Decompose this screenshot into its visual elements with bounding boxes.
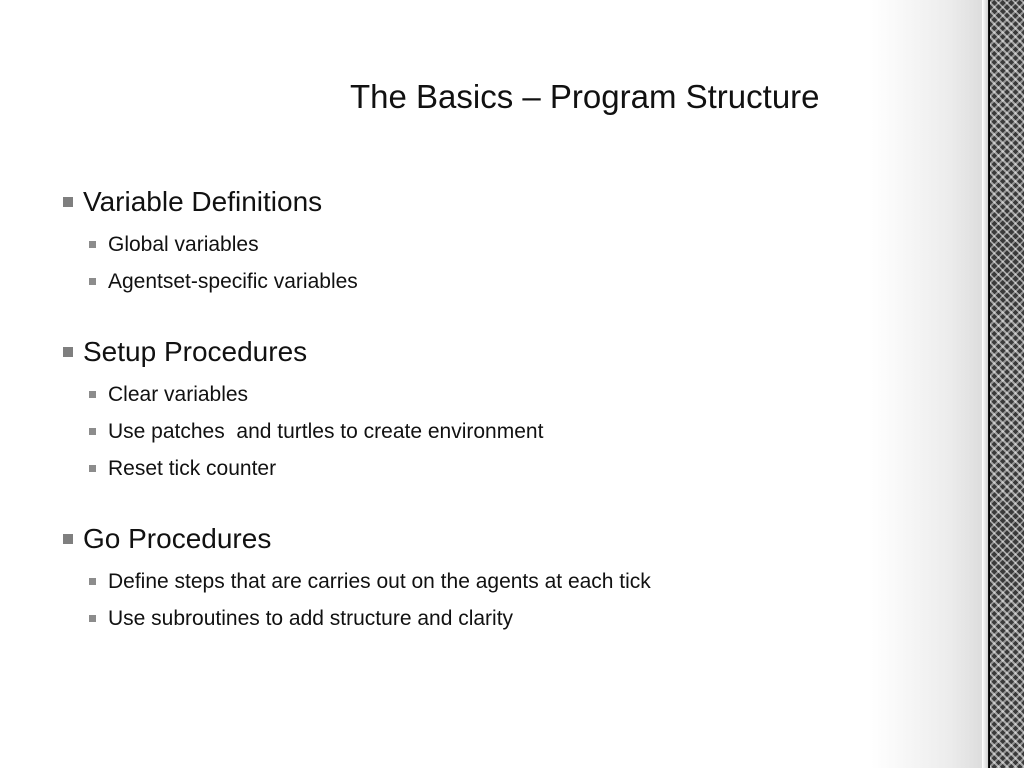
- bullet-text: Agentset-specific variables: [108, 269, 358, 293]
- level2-bullet: [60, 263, 960, 300]
- bullet-text: Define steps that are carries out on the agents at each tick: [108, 569, 651, 593]
- level2-bullet: [60, 600, 960, 637]
- level2-bullet: [60, 376, 960, 413]
- section-setup-procedures: [60, 330, 960, 487]
- slide-title: The Basics – Program Structure: [350, 78, 820, 115]
- bullet-list: [60, 180, 960, 667]
- level1-bullet: [60, 517, 960, 561]
- level2-bullet: [60, 563, 960, 600]
- decorative-side-strip: [988, 0, 1024, 768]
- square-bullet-icon: [89, 241, 96, 248]
- strip-edge: [982, 0, 989, 768]
- level2-bullet: [60, 450, 960, 487]
- square-bullet-icon: [89, 615, 96, 622]
- section-heading: Setup Procedures: [83, 336, 308, 367]
- section-heading: Variable Definitions: [83, 186, 323, 217]
- bullet-text: Global variables: [108, 232, 259, 256]
- bullet-text: Use subroutines to add structure and clarity: [108, 606, 514, 630]
- square-bullet-icon: [63, 197, 73, 207]
- square-bullet-icon: [89, 278, 96, 285]
- section-go-procedures: [60, 517, 960, 637]
- section-variable-definitions: [60, 180, 960, 300]
- level1-bullet: [60, 180, 960, 224]
- square-bullet-icon: [63, 534, 73, 544]
- square-bullet-icon: [63, 347, 73, 357]
- section-heading: Go Procedures: [83, 523, 272, 554]
- square-bullet-icon: [89, 465, 96, 472]
- level2-bullet: [60, 413, 960, 450]
- bullet-text: Reset tick counter: [108, 456, 277, 480]
- level2-bullet: [60, 226, 960, 263]
- square-bullet-icon: [89, 578, 96, 585]
- level1-bullet: [60, 330, 960, 374]
- square-bullet-icon: [89, 391, 96, 398]
- bullet-text: Use patches and turtles to create environment: [108, 419, 544, 443]
- bullet-text: Clear variables: [108, 382, 249, 406]
- square-bullet-icon: [89, 428, 96, 435]
